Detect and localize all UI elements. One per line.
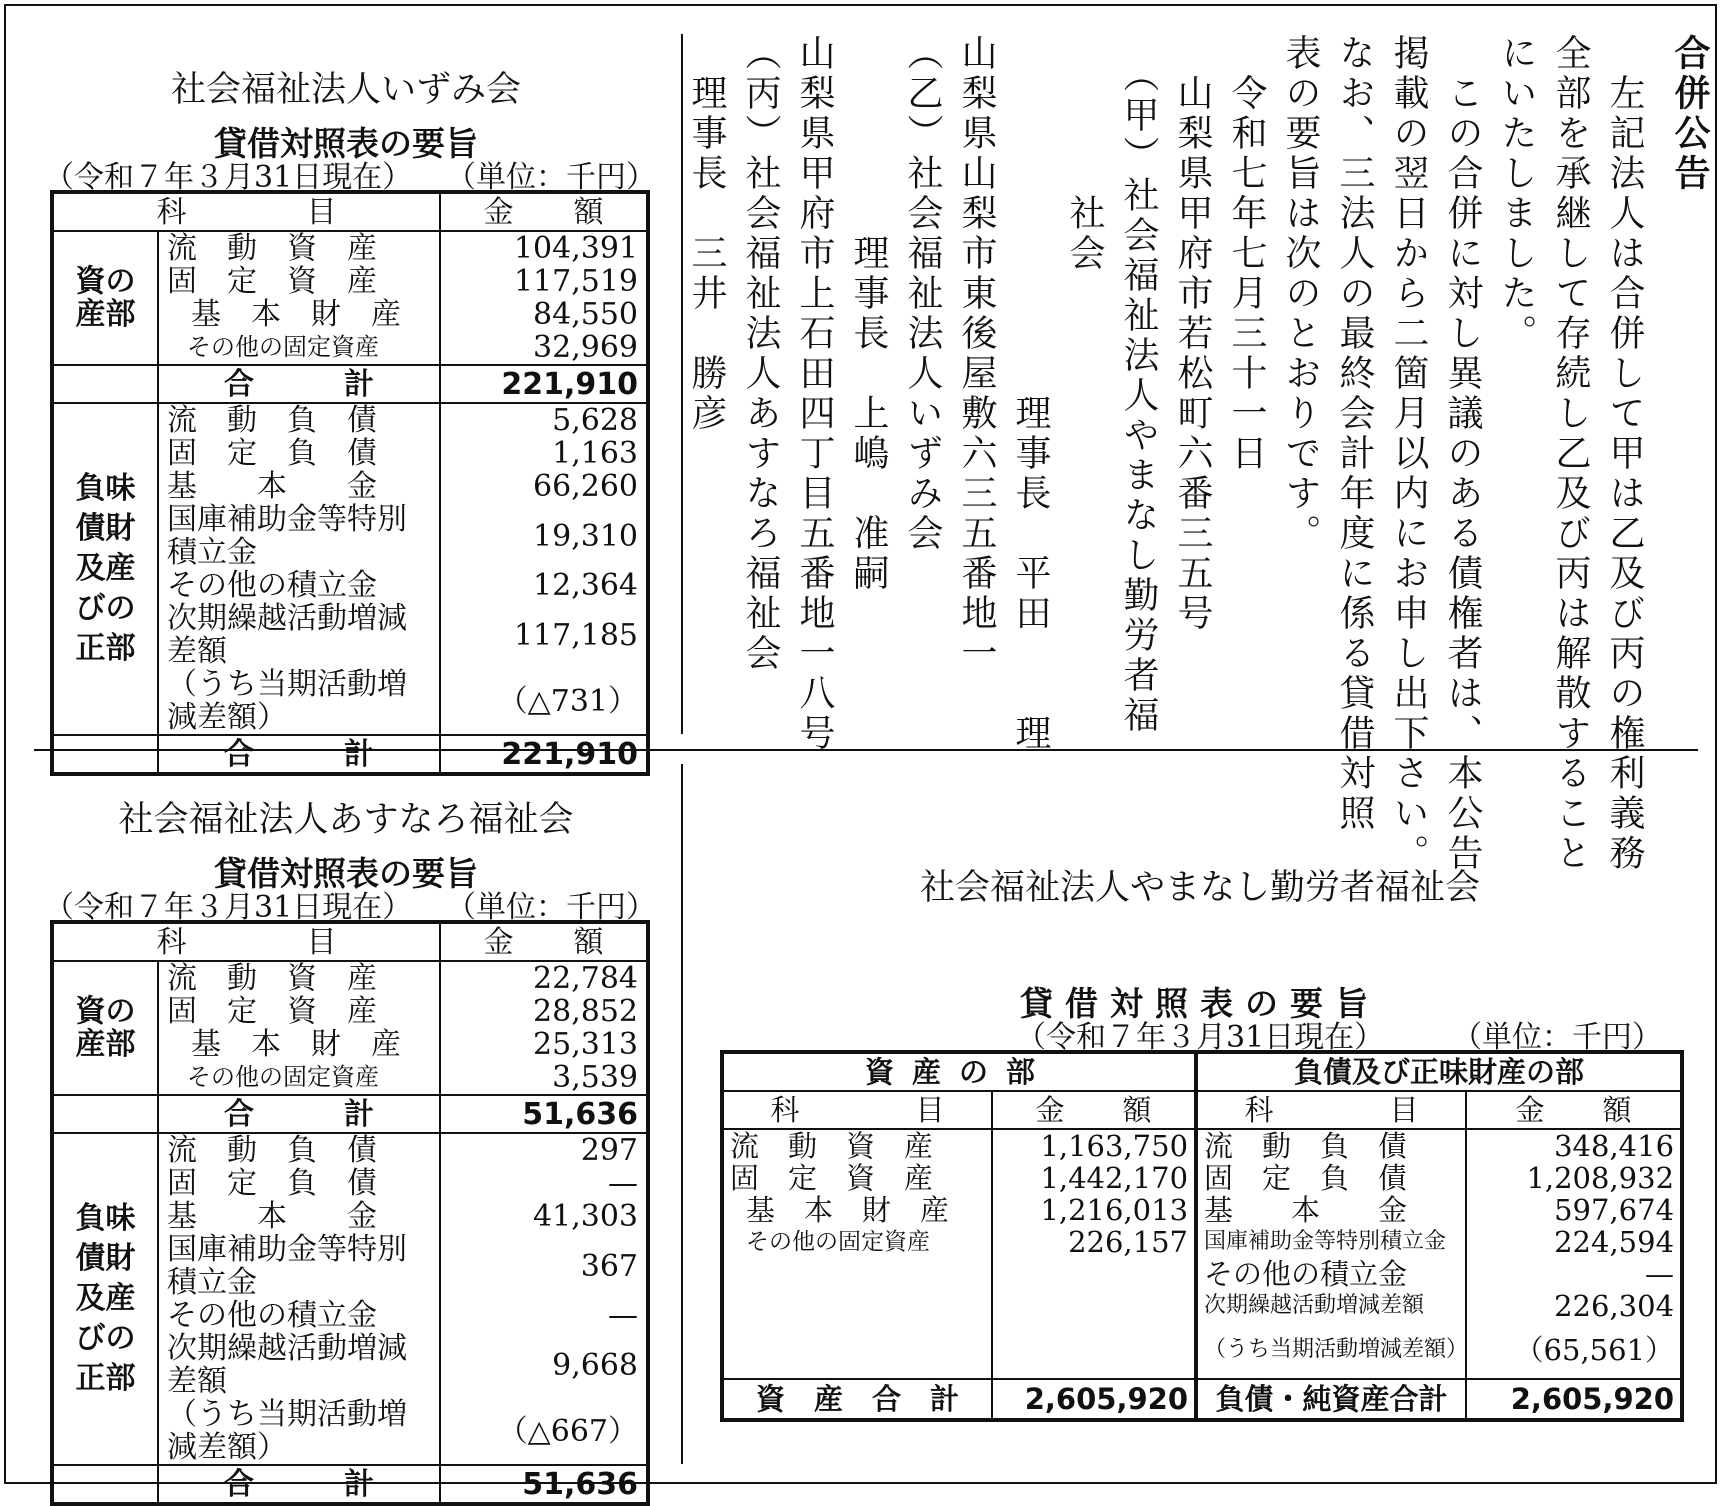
- row-value: 367: [440, 1233, 648, 1299]
- head-item: 科 目: [722, 1091, 992, 1129]
- row-value: 84,550: [440, 298, 648, 331]
- head-amount: 金 額: [1466, 1091, 1682, 1129]
- asunaro-org-name: 社会福祉法人あすなろ福祉会: [118, 800, 574, 840]
- row-label: 基 本 財 産: [158, 1028, 440, 1061]
- divider-vertical-bottom: [681, 764, 683, 1464]
- row-value: 1,442,170: [992, 1162, 1196, 1194]
- row-value: 117,519: [440, 265, 648, 298]
- row-label: 流 動 資 産: [158, 961, 440, 995]
- yamanashi-balance-sheet: [720, 1050, 1684, 1422]
- notice-line: 令和七年七月三十一日: [1226, 34, 1267, 474]
- row-value: （65,561）: [1466, 1322, 1682, 1379]
- row-value: （△731）: [440, 668, 648, 735]
- liab-section-header: 負債及び正味財産の部: [1196, 1052, 1682, 1091]
- notice-heading: 合併公告: [1669, 34, 1710, 194]
- row-value: 9,668: [440, 1332, 648, 1398]
- blank-cell: [52, 365, 158, 403]
- assets-total-value: 2,605,920: [992, 1379, 1196, 1420]
- yamanashi-asof: （令和７年３月31日現在）: [1016, 1020, 1385, 1055]
- blank-cell: [722, 1258, 992, 1290]
- row-value: 226,304: [1466, 1290, 1682, 1322]
- assets-total-value: 51,636: [440, 1095, 648, 1133]
- blank-cell: [52, 735, 158, 774]
- notice-line: 社会: [1064, 34, 1105, 274]
- izumi-org-name: 社会福祉法人いずみ会: [170, 70, 521, 110]
- yamanashi-unit: （単位：千円）: [1452, 1020, 1662, 1055]
- blank-cell: [52, 1095, 158, 1133]
- assets-total-label: 合 計: [158, 365, 440, 403]
- row-label: 流 動 負 債: [158, 403, 440, 437]
- row-label: 固 定 資 産: [722, 1162, 992, 1194]
- row-value: 1,163: [440, 437, 648, 470]
- row-label: 基 本 金: [1196, 1194, 1466, 1226]
- blank-cell: [722, 1290, 992, 1322]
- row-label: 基 本 金: [158, 1200, 440, 1233]
- notice-line: （乙）社会福祉法人いずみ会: [902, 34, 943, 554]
- notice-line: 理事長 三井 勝彦: [686, 34, 727, 434]
- notice-line: 表の要旨は次のとおりです。: [1280, 34, 1321, 554]
- row-label: 基 本 財 産: [158, 298, 440, 331]
- row-label: その他の固定資産: [158, 331, 440, 365]
- row-value: 597,674: [1466, 1194, 1682, 1226]
- row-value: —: [1466, 1258, 1682, 1290]
- row-value: 104,391: [440, 231, 648, 265]
- row-label: 次期繰越活動増減差額: [158, 1332, 440, 1398]
- assets-total-label: 資 産 合 計: [722, 1379, 992, 1420]
- izumi-unit: （単位：千円）: [446, 160, 656, 195]
- row-label: その他の積立金: [158, 1299, 440, 1332]
- row-label: 基 本 金: [158, 470, 440, 503]
- row-value: 66,260: [440, 470, 648, 503]
- row-value: （△667）: [440, 1398, 648, 1465]
- row-label: 次期繰越活動増減差額: [158, 602, 440, 668]
- row-label: 流 動 負 債: [158, 1133, 440, 1167]
- row-value: 3,539: [440, 1061, 648, 1095]
- head-amount: 金 額: [440, 922, 648, 961]
- notice-line: この合併に対し異議のある債権者は、本公告: [1442, 34, 1483, 874]
- row-label: 流 動 資 産: [722, 1129, 992, 1162]
- notice-line: （甲）社会福祉法人やまなし勤労者福: [1118, 34, 1159, 736]
- row-value: 19,310: [440, 503, 648, 569]
- row-label: 基 本 財 産: [722, 1194, 992, 1226]
- row-value: 226,157: [992, 1226, 1196, 1258]
- row-value: 1,163,750: [992, 1129, 1196, 1162]
- liab-total-value: 2,605,920: [1466, 1379, 1682, 1420]
- liab-section-label: 負味 債財 及産 びの 正部: [52, 403, 158, 735]
- row-label: 流 動 負 債: [1196, 1129, 1466, 1162]
- row-label: （うち当期活動増減差額）: [158, 1398, 440, 1465]
- row-value: 348,416: [1466, 1129, 1682, 1162]
- row-label: その他の積立金: [158, 569, 440, 602]
- row-value: —: [440, 1167, 648, 1200]
- row-label: 固 定 負 債: [1196, 1162, 1466, 1194]
- notice-line: 理事長 上嶋 准嗣: [848, 34, 889, 594]
- row-value: 1,216,013: [992, 1194, 1196, 1226]
- notice-line: 全部を承継して存続し乙及び丙は解散すること: [1550, 34, 1591, 874]
- row-value: 41,303: [440, 1200, 648, 1233]
- blank-cell: [992, 1258, 1196, 1290]
- row-label: （うち当期活動増減差額）: [158, 668, 440, 735]
- row-label: 国庫補助金等特別積立金: [1196, 1226, 1466, 1258]
- blank-cell: [52, 1465, 158, 1504]
- head-item: 科 目: [1196, 1091, 1466, 1129]
- liab-section-label: 負味 債財 及産 びの 正部: [52, 1133, 158, 1465]
- row-value: 1,208,932: [1466, 1162, 1682, 1194]
- izumi-balance-sheet: [50, 190, 650, 776]
- row-label: （うち当期活動増減差額）: [1196, 1322, 1466, 1379]
- assets-total-value: 221,910: [440, 365, 648, 403]
- liab-total-value: 51,636: [440, 1465, 648, 1504]
- assets-total-label: 合 計: [158, 1095, 440, 1133]
- notice-line: （丙）社会福祉法人あすなろ福祉会: [740, 34, 781, 674]
- blank-cell: [992, 1322, 1196, 1379]
- row-value: 12,364: [440, 569, 648, 602]
- notice-line: 左記法人は合併して甲は乙及び丙の権利義務: [1604, 34, 1645, 874]
- row-label: 固 定 資 産: [158, 265, 440, 298]
- notice-line: 掲載の翌日から二箇月以内にお申し出下さい。: [1388, 34, 1429, 874]
- row-value: 22,784: [440, 961, 648, 995]
- notice-line: なお、三法人の最終会計年度に係る貸借対照: [1334, 34, 1375, 834]
- notice-body: [686, 34, 1650, 874]
- yamanashi-org-name: 社会福祉法人やまなし勤労者福祉会: [919, 868, 1480, 908]
- row-label: 流 動 資 産: [158, 231, 440, 265]
- notice-line: にいたしました。: [1496, 34, 1537, 354]
- asunaro-unit: （単位：千円）: [446, 890, 656, 925]
- asunaro-balance-sheet: [50, 920, 650, 1506]
- row-value: 28,852: [440, 995, 648, 1028]
- notice-line: 山梨県甲府市上石田四丁目五番地一八号: [794, 34, 835, 754]
- row-value: 32,969: [440, 331, 648, 365]
- row-value: —: [440, 1299, 648, 1332]
- row-label: 固 定 負 債: [158, 1167, 440, 1200]
- row-label: その他の固定資産: [722, 1226, 992, 1258]
- row-label: その他の積立金: [1196, 1258, 1466, 1290]
- liab-total-label: 合 計: [158, 1465, 440, 1504]
- liab-total-value: 221,910: [440, 735, 648, 774]
- row-value: 224,594: [1466, 1226, 1682, 1258]
- asunaro-bs-title: 貸借対照表の要旨: [214, 854, 478, 893]
- assets-section-label: 資の 産部: [52, 961, 158, 1095]
- notice-line: 山梨県山梨市東後屋敷六三五番地一: [956, 34, 997, 674]
- izumi-bs-title: 貸借対照表の要旨: [214, 124, 478, 163]
- blank-cell: [992, 1290, 1196, 1322]
- row-value: 117,185: [440, 602, 648, 668]
- row-label: 国庫補助金等特別積立金: [158, 503, 440, 569]
- row-label: 次期繰越活動増減差額: [1196, 1290, 1466, 1322]
- row-value: 25,313: [440, 1028, 648, 1061]
- head-amount: 金 額: [440, 192, 648, 231]
- assets-section-label: 資の 産部: [52, 231, 158, 365]
- notice-line: 山梨県甲府市若松町六番三五号: [1172, 34, 1213, 634]
- row-value: 5,628: [440, 403, 648, 437]
- row-value: 297: [440, 1133, 648, 1167]
- assets-section-header: 資産の部: [722, 1052, 1196, 1091]
- notice-line: 理事長 平田 理: [1010, 34, 1051, 754]
- izumi-asof: （令和７年３月31日現在）: [44, 160, 413, 195]
- liab-total-label: 負債・純資産合計: [1196, 1379, 1466, 1420]
- head-item: 科 目: [52, 192, 440, 231]
- row-label: 固 定 負 債: [158, 437, 440, 470]
- row-label: 国庫補助金等特別積立金: [158, 1233, 440, 1299]
- liab-total-label: 合 計: [158, 735, 440, 774]
- row-label: 固 定 資 産: [158, 995, 440, 1028]
- head-amount: 金 額: [992, 1091, 1196, 1129]
- yamanashi-bs-title: 貸借対照表の要旨: [1020, 984, 1380, 1023]
- row-label: その他の固定資産: [158, 1061, 440, 1095]
- head-item: 科 目: [52, 922, 440, 961]
- blank-cell: [722, 1322, 992, 1379]
- asunaro-asof: （令和７年３月31日現在）: [44, 890, 413, 925]
